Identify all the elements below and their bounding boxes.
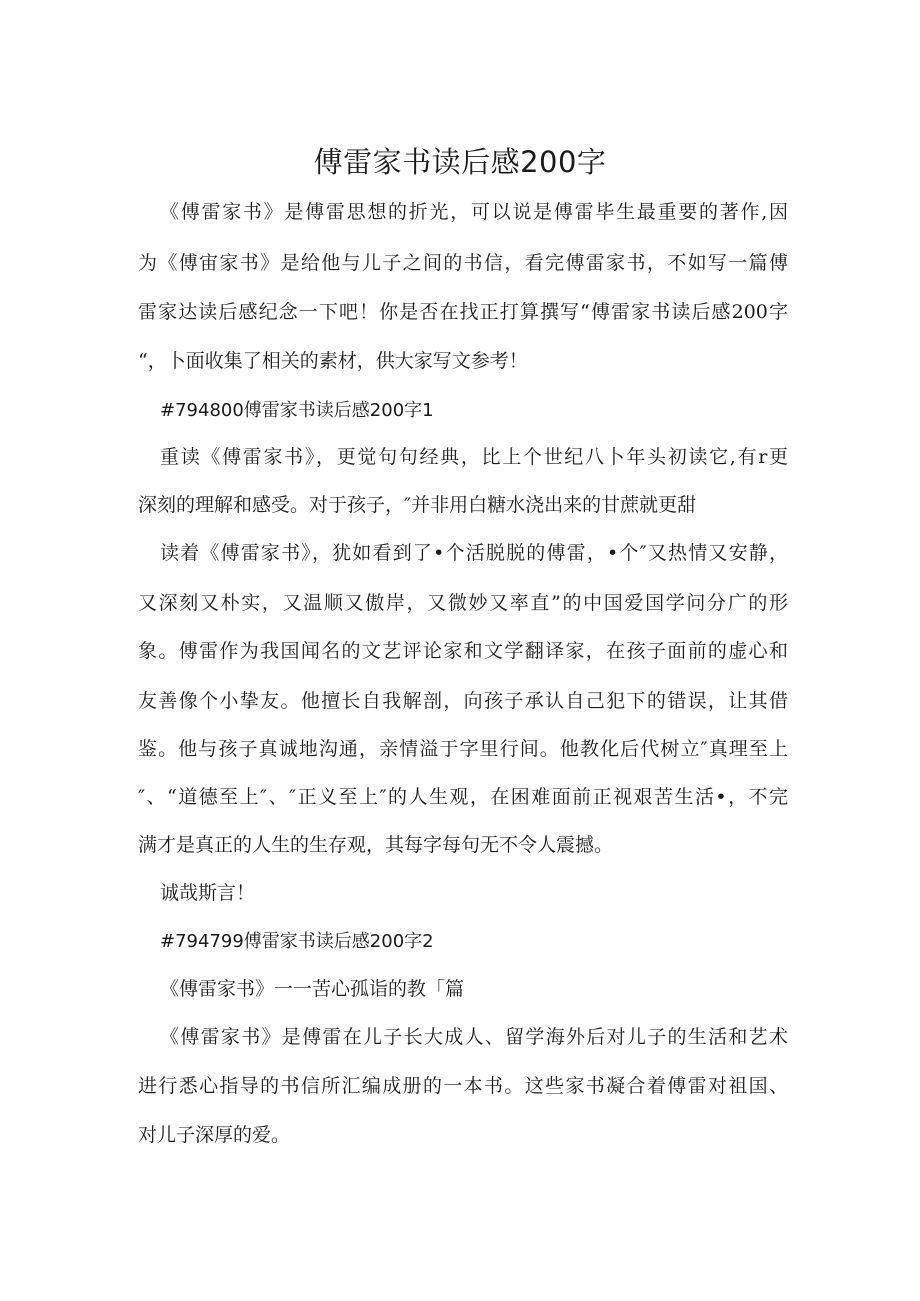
paragraph-5-line-2: 进行悉心指导的书信所汇编成册的一本书。这些家书凝合着傅雷对祖国、 <box>138 1075 788 1097</box>
paragraph-3-line-4: 友善像个小挚友。他擅长自我解剖，向孩子承认自己犯下的错误，让其借 <box>138 690 788 712</box>
paragraph-3-line-2: 又深刻又朴实，又温顺又傲岸，又微妙又率直”的中国爱国学问分广的形 <box>138 592 788 614</box>
paragraph-1-line-3: 雷家达读后感纪念一下吧！你是否在找正打算撰写“傅雷家书读后感200字 <box>138 301 788 323</box>
section-heading-1: #794800傅雷家书读后感200字1 <box>160 400 434 421</box>
paragraph-3-line-3: 象。傅雷作为我国闻名的文艺评论家和文学翻译家，在孩子面前的虚心和 <box>138 640 788 662</box>
paragraph-1-line-4: “，卜面收集了相关的素材，供大家写文参考！ <box>138 350 528 372</box>
paragraph-3-line-5: 鉴。他与孩子真诚地沟通，亲情溢于字里行间。他教化后代树立″真理至上 <box>138 738 788 760</box>
paragraph-5-line-3: 对儿子深厚的爱。 <box>138 1124 291 1146</box>
paragraph-2-line-2: 深刻的理解和感受。对于孩子，″并非用白糖水浇出来的甘蔗就更甜 <box>138 494 697 516</box>
paragraph-3-line-7: 满才是真正的人生的生存观，其每字每句无不令人震撼。 <box>138 834 614 856</box>
section-heading-2: #794799傅雷家书读后感200字2 <box>160 931 434 952</box>
paragraph-1-line-1: 《傅雷家书》是傅雷思想的折光，可以说是傅雷毕生最重要的著作,因 <box>160 201 788 223</box>
paragraph-3-line-6: ″、“道德至上″、″正义至上″的人生观，在困难面前正视艰苦生活•，不完 <box>138 786 788 808</box>
document-title: 傅雷家书读后感200字 <box>313 145 607 179</box>
paragraph-5-line-1: 《傅雷家书》是傅雷在儿子长大成人、留学海外后对儿子的生活和艺术 <box>160 1026 788 1048</box>
section-subtitle: 《傅雷家书》一一苦心孤诣的教「篇 <box>160 978 465 1000</box>
paragraph-1-line-2: 为《傅宙家书》是给他与儿子之间的书信，看完傅雷家书，不如写一篇傅 <box>138 252 788 274</box>
paragraph-2-line-1: 重读《傅雷家书》，更觉句句经典，比上个世纪八卜年头初读它,有r更 <box>160 446 788 468</box>
paragraph-4-line-1: 诚哉斯言！ <box>160 882 256 904</box>
paragraph-3-line-1: 读着《傅雷家书》，犹如看到了•个活脱脱的傅雷，•个″又热情又安静， <box>160 542 788 564</box>
